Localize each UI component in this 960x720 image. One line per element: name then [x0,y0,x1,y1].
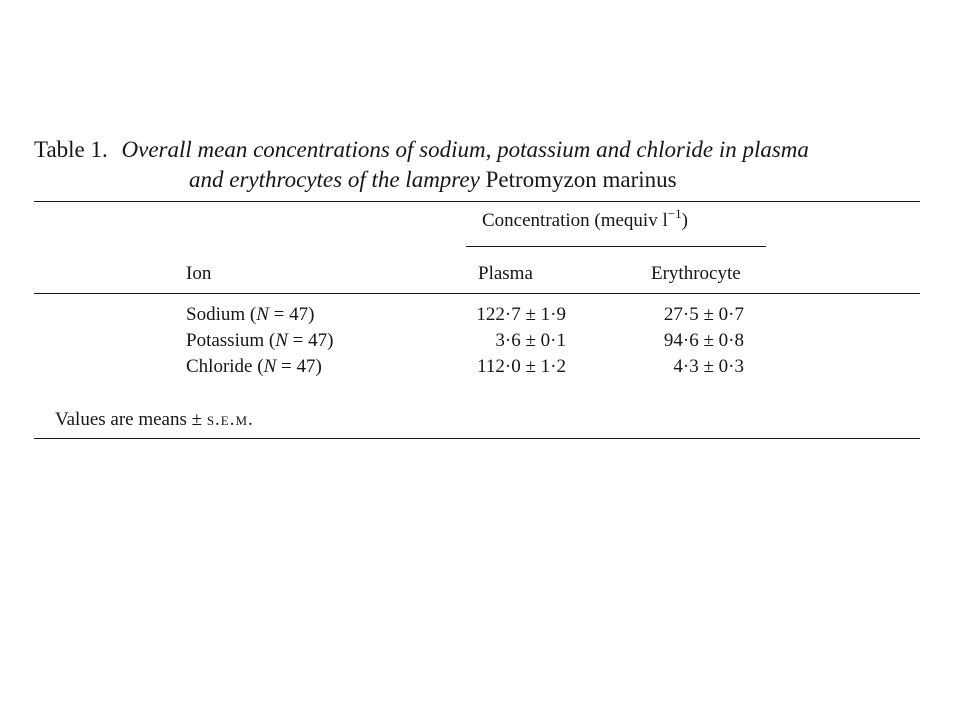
table-row: Potassium (N = 47) [186,330,334,351]
column-header-plasma: Plasma [478,263,533,284]
spanner-text: Concentration (mequiv l [482,210,668,231]
erythrocyte-value: 4·3 ± 0·3 [673,356,744,377]
plasma-value: 112·0 ± 1·2 [477,356,566,377]
header-rule [34,293,920,294]
table-footnote [55,408,254,432]
concentration-spanner-header [482,206,688,234]
spanner-rule [466,246,766,247]
n-value: = 47) [276,356,322,377]
caption-text-line-2: and erythrocytes of the lamprey [189,167,480,192]
table-caption-line-2 [189,166,677,194]
table-caption-line-1 [34,136,809,164]
bottom-rule [34,438,920,439]
n-label: N [275,330,288,351]
erythrocyte-value: 27·5 ± 0·7 [663,304,744,325]
ion-name: Chloride [186,356,253,377]
n-label: N [256,304,269,325]
footnote-sem: s.e.m. [206,409,254,430]
ion-name: Sodium [186,304,246,325]
n-value: = 47) [268,304,315,325]
ion-name: Potassium [186,330,265,351]
plasma-value: 122·7 ± 1·9 [476,304,566,325]
table-row: Chloride (N = 47) [186,356,322,377]
caption-species: Petromyzon marinus [485,167,677,192]
erythrocyte-value: 94·6 ± 0·8 [663,330,744,351]
spanner-superscript: −1 [667,206,682,221]
caption-text-line-1: Overall mean concentrations of sodium, potassium and chloride in plasma [121,137,809,162]
spanner-close: ) [681,210,688,231]
footnote-text: Values are means ± [55,409,203,430]
column-header-erythrocyte: Erythrocyte [651,263,741,284]
n-value: = 47) [287,330,334,351]
column-header-ion: Ion [186,263,212,284]
table-label: Table 1. [34,137,108,162]
plasma-value: 3·6 ± 0·1 [495,330,566,351]
top-rule [34,201,920,202]
n-label: N [263,356,277,377]
table-row: Sodium (N = 47) [186,304,315,325]
